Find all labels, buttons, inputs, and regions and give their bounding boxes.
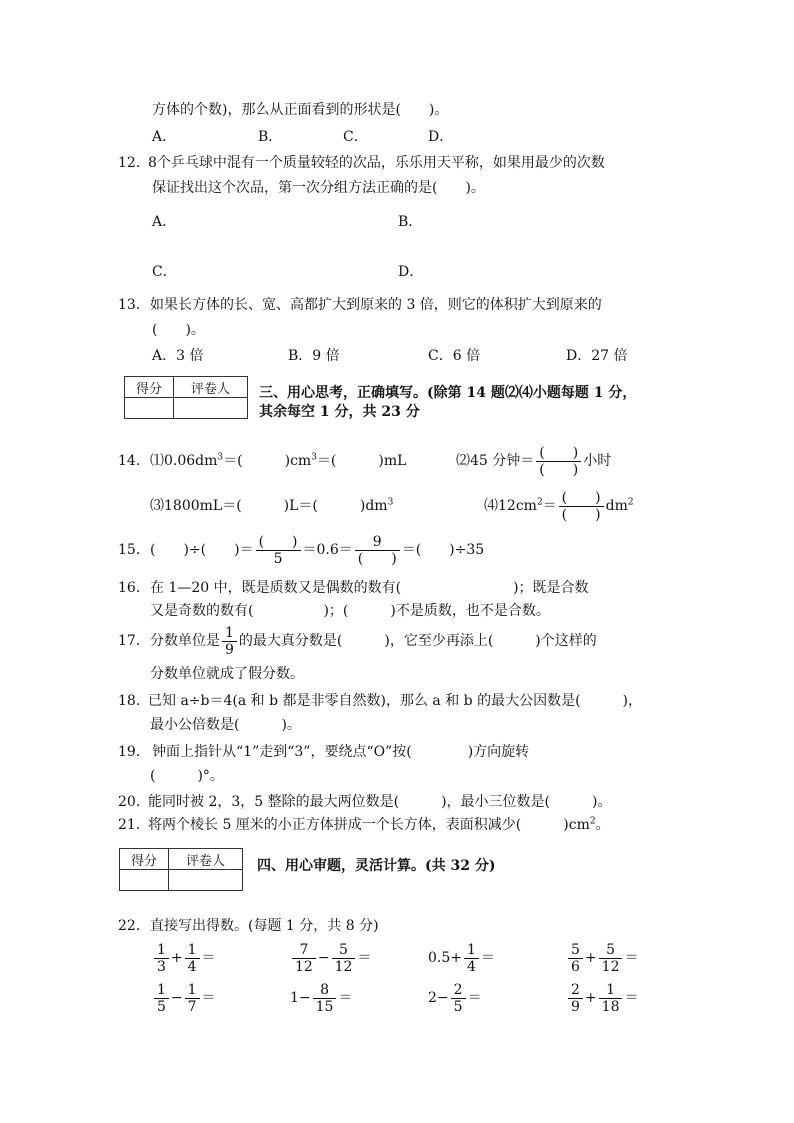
q11-option-d[interactable]: D． (428, 129, 454, 145)
fraction-numerator: 5 (332, 942, 356, 959)
fraction-numerator: 1 (154, 942, 169, 959)
q18-line1: 已知 a÷b＝4(a 和 b 都是非零自然数)，那么 a 和 b 的最大公因数是( )， (148, 693, 643, 709)
fraction-denominator: 5 (453, 998, 463, 1015)
score-table-section4 (119, 848, 243, 891)
q12-line2: 保证找出这个次品，第一次分组方法正确的是( )。 (152, 180, 485, 196)
q21-number: 21. (118, 817, 141, 833)
fraction-numerator: 2 (568, 982, 583, 999)
grader-header: 评卷人 (174, 377, 248, 398)
q14-part2-a: ⑵45 分钟＝ (456, 453, 535, 469)
q13-option-d[interactable]: D．27 倍 (566, 348, 628, 364)
equals-sign: ＝ (357, 950, 372, 966)
fraction-denominator: 4 (187, 958, 197, 975)
q22-expression[interactable] (290, 940, 371, 976)
q16-number: 16. (118, 580, 141, 596)
fraction-numerator: 8 (313, 982, 337, 999)
q11-option-c[interactable]: C． (343, 129, 368, 145)
q17-part-b: 的最大真分数是( )，它至少再添上( )个这样的 (238, 633, 597, 649)
q22-number: 22. (118, 918, 141, 934)
q13-line2: ( )。 (152, 322, 205, 338)
score-header: 得分 (125, 377, 174, 398)
fraction-numerator[interactable]: ( ) (536, 445, 581, 462)
q14-part4-a: ⑷12cm (484, 498, 537, 514)
fraction-denominator: 5 (157, 998, 166, 1015)
fraction-numerator: 9 (355, 534, 400, 551)
q12-option-b[interactable]: B． (398, 214, 423, 230)
fraction (185, 982, 200, 1015)
fraction-numerator: 1 (464, 942, 479, 959)
score-cell[interactable] (125, 398, 174, 419)
fraction-denominator: 6 (571, 958, 580, 975)
expression-prefix: 1− (290, 990, 311, 1006)
q21-end: 。 (595, 817, 610, 833)
section3-heading-line1: 三、用心思考，正确填写。(除第 14 题⑵⑷小题每题 1 分， (259, 385, 637, 401)
fraction (332, 942, 356, 975)
fraction-numerator: 5 (599, 942, 623, 959)
q22-expression[interactable] (428, 980, 482, 1016)
fraction-denominator[interactable]: ( ) (357, 550, 397, 567)
fraction-numerator[interactable]: ( ) (256, 534, 301, 551)
q13-option-a[interactable]: A．3 倍 (152, 348, 204, 364)
q21-line (148, 815, 610, 835)
fraction (451, 982, 466, 1015)
operator: + (584, 990, 597, 1006)
expression-prefix: 0.5+ (428, 950, 462, 966)
q22-expression[interactable] (290, 980, 352, 1016)
q20-line: 能同时被 2，3，5 整除的最大两位数是( )，最小三位数是( )。 (148, 794, 612, 810)
equals-sign: ＝ (201, 990, 216, 1006)
q14-sup3b: 3 (311, 452, 317, 463)
q14-part4-b: ＝ (542, 498, 557, 514)
section4-heading: 四、用心审题，灵活计算。(共 32 分) (257, 858, 496, 874)
q15-part-a: ( )÷( )＝ (150, 542, 254, 558)
equals-sign: ＝ (624, 990, 639, 1006)
q17-line1 (150, 621, 597, 661)
fraction-denominator: 12 (334, 958, 353, 975)
equals-sign: ＝ (624, 950, 639, 966)
q17-line2: 分数单位就成了假分数。 (150, 666, 304, 682)
q14-part4 (484, 486, 634, 526)
q22-expression[interactable] (566, 980, 638, 1016)
q15-part-c: ＝( )÷35 (401, 542, 485, 558)
grader-cell[interactable] (174, 398, 248, 419)
q14-part4-c: dm (605, 498, 628, 514)
fraction (292, 942, 316, 975)
q17-fraction (222, 625, 237, 658)
q21-text: 将两个棱长 5 厘米的小正方体拼成一个长方体，表面积减少( )cm (148, 817, 590, 833)
fraction (599, 942, 623, 975)
fraction-denominator: 3 (157, 958, 166, 975)
q13-option-c[interactable]: C．6 倍 (428, 348, 481, 364)
q14-sup3: 3 (217, 452, 224, 463)
q12-option-a[interactable]: A． (152, 214, 177, 230)
q11-option-a[interactable]: A． (152, 129, 177, 145)
q12-line1: 8个乒乓球中混有一个质量较轻的次品，乐乐用天平称，如果用最少的次数 (148, 155, 605, 171)
q16-line2: 又是奇数的数有( )；( )不是质数，也不是合数。 (150, 603, 550, 619)
q19-line1: 钟面上指针从“1”走到“3”，要绕点“O”按( )方向旋转 (152, 744, 530, 760)
operator: − (170, 990, 183, 1006)
q19-line2: ( )°。 (150, 768, 224, 784)
equals-sign: ＝ (467, 990, 482, 1006)
equals-sign: ＝ (201, 950, 216, 966)
fraction (154, 982, 169, 1015)
q12-option-c[interactable]: C． (152, 264, 177, 280)
equals-sign: ＝ (338, 990, 353, 1006)
q14-part1-b: ＝( )cm (223, 453, 312, 469)
q22-expression[interactable] (152, 980, 216, 1016)
expression-prefix: 2− (428, 990, 449, 1006)
q21-sup: 2 (589, 816, 596, 827)
section3-heading-line2: 其余每空 1 分，共 23 分 (259, 404, 420, 420)
fraction-denominator: 12 (601, 958, 620, 975)
q18-line2: 最小公倍数是( )。 (150, 717, 301, 733)
equals-sign: ＝ (480, 950, 495, 966)
q15-fraction-1[interactable] (256, 534, 301, 567)
q22-expression[interactable] (152, 940, 216, 976)
fraction-numerator: 1 (222, 625, 237, 642)
fraction-denominator: 9 (225, 641, 234, 658)
fraction-denominator: 12 (295, 958, 313, 975)
fraction (154, 942, 169, 975)
fraction-denominator: 9 (571, 998, 580, 1015)
fraction-denominator: 18 (601, 998, 620, 1015)
q15-number: 15. (118, 542, 141, 558)
fraction-denominator: 15 (315, 998, 334, 1015)
q19-number: 19． (118, 744, 150, 760)
q15-part-b: ＝0.6＝ (302, 542, 353, 558)
fraction (185, 942, 200, 975)
operator: + (170, 950, 183, 966)
score-table-section3 (124, 376, 248, 419)
q20-number: 20. (118, 794, 141, 810)
q17-part-a: 分数单位是 (150, 633, 220, 649)
fraction-denominator[interactable]: ( ) (561, 506, 601, 523)
grader-cell[interactable] (169, 870, 243, 891)
q16-line1: 在 1—20 中，既是质数又是偶数的数有( )；既是合数 (150, 580, 589, 596)
score-cell[interactable] (120, 870, 169, 891)
q11-option-b[interactable]: B． (258, 129, 283, 145)
q14-part2-b: 小时 (583, 453, 612, 469)
q13-option-b[interactable]: B．9 倍 (288, 348, 340, 364)
fraction-denominator: 4 (467, 958, 476, 975)
fraction (568, 942, 583, 975)
score-header: 得分 (120, 849, 169, 870)
q11-line: 方体的个数)，那么从正面看到的形状是( )。 (152, 102, 449, 118)
q13-number: 13. (118, 297, 141, 313)
q22-expression[interactable] (428, 940, 495, 976)
fraction (313, 982, 337, 1015)
fraction-numerator: 5 (568, 942, 583, 959)
q14-part3 (150, 496, 393, 516)
q18-number: 18. (118, 693, 141, 709)
q14-part1 (150, 451, 406, 471)
operator: + (584, 950, 597, 966)
fraction-numerator: 7 (292, 942, 316, 959)
fraction (599, 982, 623, 1015)
q17-number: 17. (118, 633, 141, 649)
q12-number: 12. (118, 155, 141, 171)
q14-part2 (456, 441, 611, 481)
q22-title: 直接写出得数。(每题 1 分，共 8 分) (150, 918, 379, 934)
fraction-numerator: 1 (185, 982, 200, 999)
q14-part1-a: ⑴0.06dm (150, 453, 218, 469)
q14-part2-fraction[interactable] (536, 445, 581, 478)
fraction-denominator[interactable]: ( ) (539, 461, 579, 478)
q14-sup2b: 2 (627, 497, 634, 508)
fraction-denominator: 5 (273, 550, 283, 567)
q14-part3-a: ⑶1800mL＝( )L＝( )dm (150, 498, 388, 514)
q14-part4-fraction[interactable] (559, 490, 604, 523)
fraction (568, 982, 583, 1015)
fraction-numerator: 2 (451, 982, 466, 999)
grader-header: 评卷人 (169, 849, 243, 870)
fraction-numerator[interactable]: ( ) (559, 490, 604, 507)
q22-expression[interactable] (566, 940, 638, 976)
q14-sup3c: 3 (387, 497, 394, 508)
q12-option-d[interactable]: D． (398, 264, 424, 280)
q13-line1: 如果长方体的长、宽、高都扩大到原来的 3 倍，则它的体积扩大到原来的 (150, 297, 602, 313)
q15-fraction-2[interactable] (355, 534, 400, 567)
fraction-numerator: 1 (185, 942, 200, 959)
q14-sup2: 2 (536, 497, 543, 508)
fraction-numerator: 1 (154, 982, 169, 999)
fraction (464, 942, 479, 975)
fraction-numerator: 1 (599, 982, 623, 999)
fraction-denominator: 7 (187, 998, 197, 1015)
q15-expression (150, 530, 484, 570)
q14-number: 14. (118, 453, 141, 469)
operator: − (317, 950, 330, 966)
q14-part1-c: ＝( )mL (316, 453, 407, 469)
